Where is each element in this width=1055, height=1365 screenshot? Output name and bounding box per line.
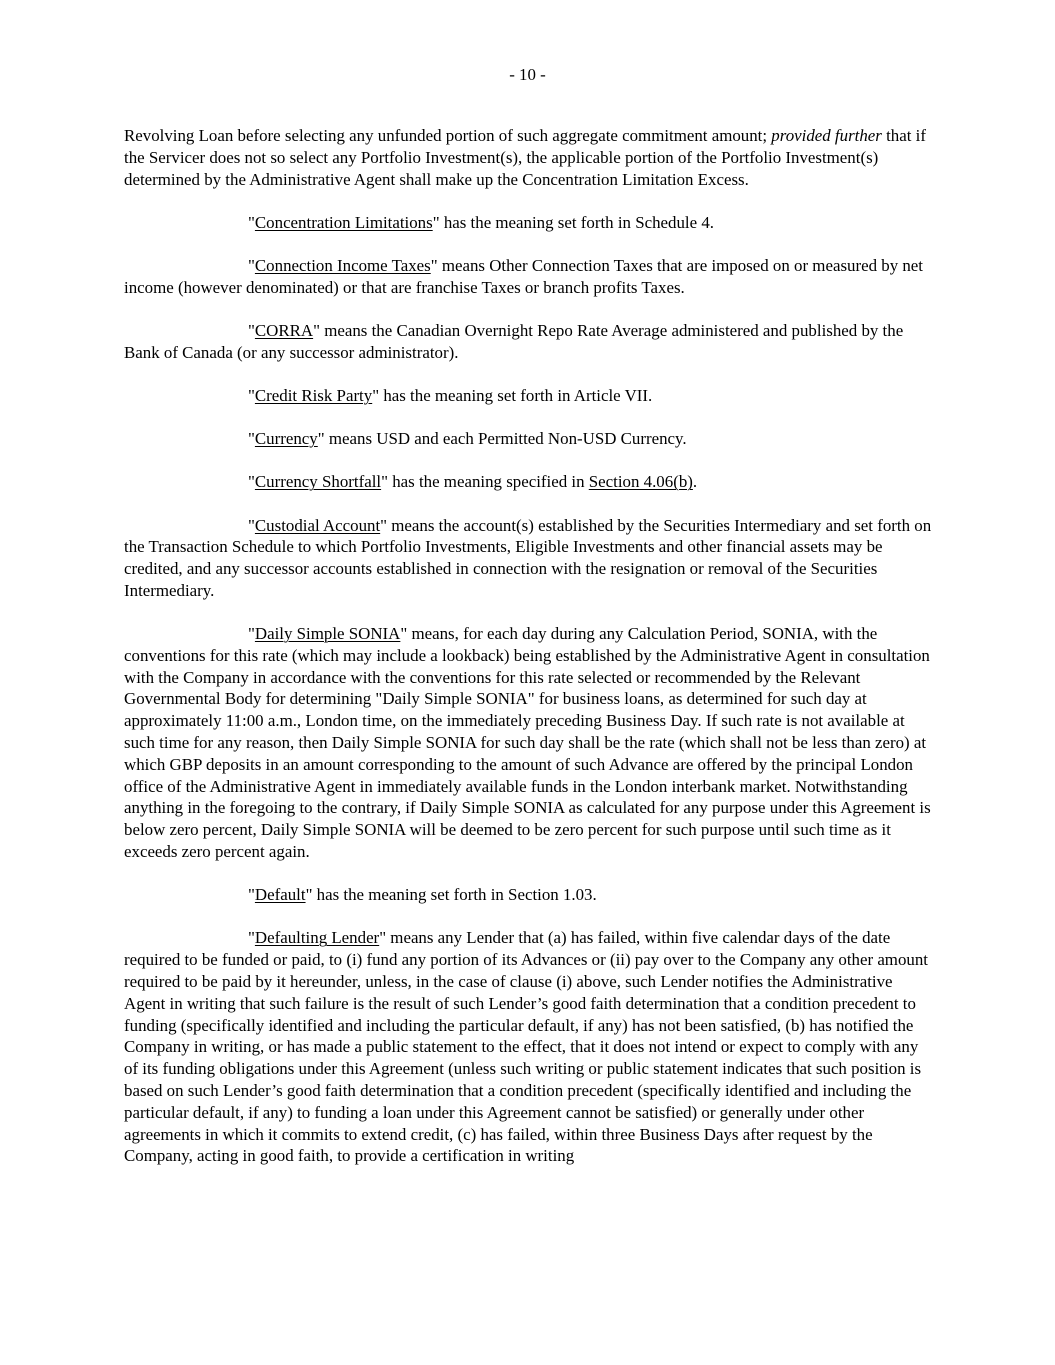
defined-term: CORRA (254, 320, 314, 340)
definition-text: " means the account(s) established by the Securities Intermediary and set forth on the Transaction Schedule to which Portfolio Investments, Eligible Investments and other financial assets may be credited, and any successor accounts established in connection with the resignation or removal of the Securities Intermediary. (124, 515, 932, 600)
defined-term: Default (254, 885, 306, 905)
definition-text: " means Other Connection Taxes that are imposed on or measured by net income (however denominated) or that are franchise Taxes or branch profits Taxes. (124, 255, 923, 297)
defined-term: Custodial Account (254, 515, 381, 535)
defined-term: Daily Simple SONIA (254, 624, 401, 644)
definition-text: " means USD and each Permitted Non-USD Currency. (317, 429, 687, 449)
definition-text: " has the meaning set forth in Section 1.03. (305, 885, 597, 905)
definition-defaulting-lender: "Defaulting Lender" means any Lender that (a) has failed, within five calendar days of the date required to be funded or paid, to (i) fund any portion of its Advances or (ii) pay over to the Company any other amount required to be paid by it hereunder, unless, in the case of clause (i) above, such Lender notifies the Administrative Agent in writing that such failure is the result of such Lender’s good faith determination that a condition precedent to funding (specifically identified and including the particular default, if any) has not been satisfied, (b) has notified the Company in writing, or has made a public statement to the effect, that it does not intend or expect to comply with any of its funding obligations under this Agreement (unless such writing or public statement indicates that such position is based on such Lender’s good faith determination that a condition precedent (specifically identified and including the particular default, if any) to funding a loan under this Agreement cannot be satisfied) or generally under other agreements in which it commits to extend credit, (c) has failed, within three Business Days after request by the Company, acting in good faith, to provide a certification in writing (124, 928, 928, 1166)
definition-default: "Default" has the meaning set forth in Section 1.03. (248, 885, 597, 905)
definition-currency-shortfall: "Currency Shortfall" has the meaning specified in Section 4.06(b). (248, 472, 698, 492)
definition-text: " has the meaning specified in (381, 472, 589, 492)
defined-term: Currency (254, 429, 318, 449)
definition-text-end: . (692, 472, 698, 492)
definition-text: " means any Lender that (a) has failed, within five calendar days of the date required to be funded or paid, to (i) fund any portion of its Advances or (ii) pay over to the Company any other amount required to be paid by it hereunder, unless, in the case of clause (i) above, such Lender notifies the Administrative Agent in writing that such failure is the result of such Lender’s good faith determination that a condition precedent to funding (specifically identified and including the particular default, if any) has not been satisfied, (b) has notified the Company in writing, or has made a public statement to the effect, that it does not intend or expect to comply with any of its funding obligations under this Agreement (unless such writing or public statement indicates that such position is based on such Lender’s good faith determination that a condition precedent (specifically identified and including the particular default, if any) to funding a loan under this Agreement cannot be satisfied) or generally under other agreements in which it commits to extend credit, (c) has failed, within three Business Days after request by the Company, acting in good faith, to provide a certification in writing (124, 928, 928, 1166)
definition-text: " means the Canadian Overnight Repo Rate Average administered and published by the Bank of Canada (or any successor administrator). (124, 320, 904, 362)
definition-corra: "CORRA" means the Canadian Overnight Repo Rate Average administered and published by the Bank of Canada (or any successor administrator). (124, 320, 904, 362)
intro-text-2: that if the Servicer does not so select any Portfolio Investment(s), the applicable portion of the Portfolio Investment(s) determined by the Administrative Agent shall make up the Concentration Limitation Excess. (124, 126, 926, 189)
defined-term: Concentration Limitations (254, 212, 433, 232)
page-body (124, 125, 934, 1189)
defined-term: Currency Shortfall (254, 472, 382, 492)
defined-term: Credit Risk Party (254, 385, 373, 405)
definition-text: " has the meaning set forth in Article VII. (372, 385, 653, 405)
definition-custodial-account: "Custodial Account" means the account(s) established by the Securities Intermediary and set forth on the Transaction Schedule to which Portfolio Investments, Eligible Investments and other financial assets may be credited, and any successor accounts established in connection with the resignation or removal of the Securities Intermediary. (124, 515, 932, 600)
defined-term: Defaulting Lender (254, 928, 380, 948)
definition-credit-risk-party: "Credit Risk Party" has the meaning set forth in Article VII. (248, 385, 653, 405)
definition-currency: "Currency" means USD and each Permitted Non-USD Currency. (248, 429, 687, 449)
definition-concentration-limitations: "Concentration Limitations" has the meaning set forth in Schedule 4. (248, 212, 715, 232)
intro-paragraph (124, 125, 934, 190)
page-number: - 10 - (509, 65, 546, 84)
definition-daily-simple-sonia: "Daily Simple SONIA" means, for each day during any Calculation Period, SONIA, with the conventions for this rate (which may include a lookback) being established by the Administrative Agent in consultation with the Company in accordance with the conventions for this rate selected or recommended by the Relevant Governmental Body for determining "Daily Simple SONIA" for business loans, as determined for such day at approximately 11:00 a.m., London time, on the immediately preceding Business Day. If such rate is not available at such time for any reason, then Daily Simple SONIA for such day shall be the rate (which shall not be less than zero) at which GBP deposits in an amount corresponding to the amount of such Advance are offered by the principal London office of the Administrative Agent in immediately available funds in the London interbank market. Notwithstanding anything in the foregoing to the contrary, if Daily Simple SONIA as calculated for any purpose under this Agreement is below zero percent, Daily Simple SONIA will be deemed to be zero percent for such purpose until such time as it exceeds zero percent again. (124, 624, 931, 862)
intro-italic-provided-further: provided further (771, 126, 882, 145)
intro-text-1: Revolving Loan before selecting any unfunded portion of such aggregate commitment amount; (124, 126, 772, 145)
section-reference-link[interactable]: Section 4.06(b) (588, 472, 693, 492)
definition-text: " has the meaning set forth in Schedule 4. (432, 212, 715, 232)
defined-term: Connection Income Taxes (254, 255, 431, 275)
definition-connection-income-taxes: "Connection Income Taxes" means Other Connection Taxes that are imposed on or measured by net income (however denominated) or that are franchise Taxes or branch profits Taxes. (124, 255, 923, 297)
definition-text: " means, for each day during any Calculation Period, SONIA, with the conventions for this rate (which may include a lookback) being established by the Administrative Agent in consultation with the Company in accordance with the conventions for this rate selected or recommended by the Relevant Governmental Body for determining "Daily Simple SONIA" for business loans, as determined for such day at approximately 11:00 a.m., London time, on the immediately preceding Business Day. If such rate is not available at such time for any reason, then Daily Simple SONIA for such day shall be the rate (which shall not be less than zero) at which GBP deposits in an amount corresponding to the amount of such Advance are offered by the principal London office of the Administrative Agent in immediately available funds in the London interbank market. Notwithstanding anything in the foregoing to the contrary, if Daily Simple SONIA as calculated for any purpose under this Agreement is below zero percent, Daily Simple SONIA will be deemed to be zero percent for such purpose until such time as it exceeds zero percent again. (124, 624, 931, 862)
